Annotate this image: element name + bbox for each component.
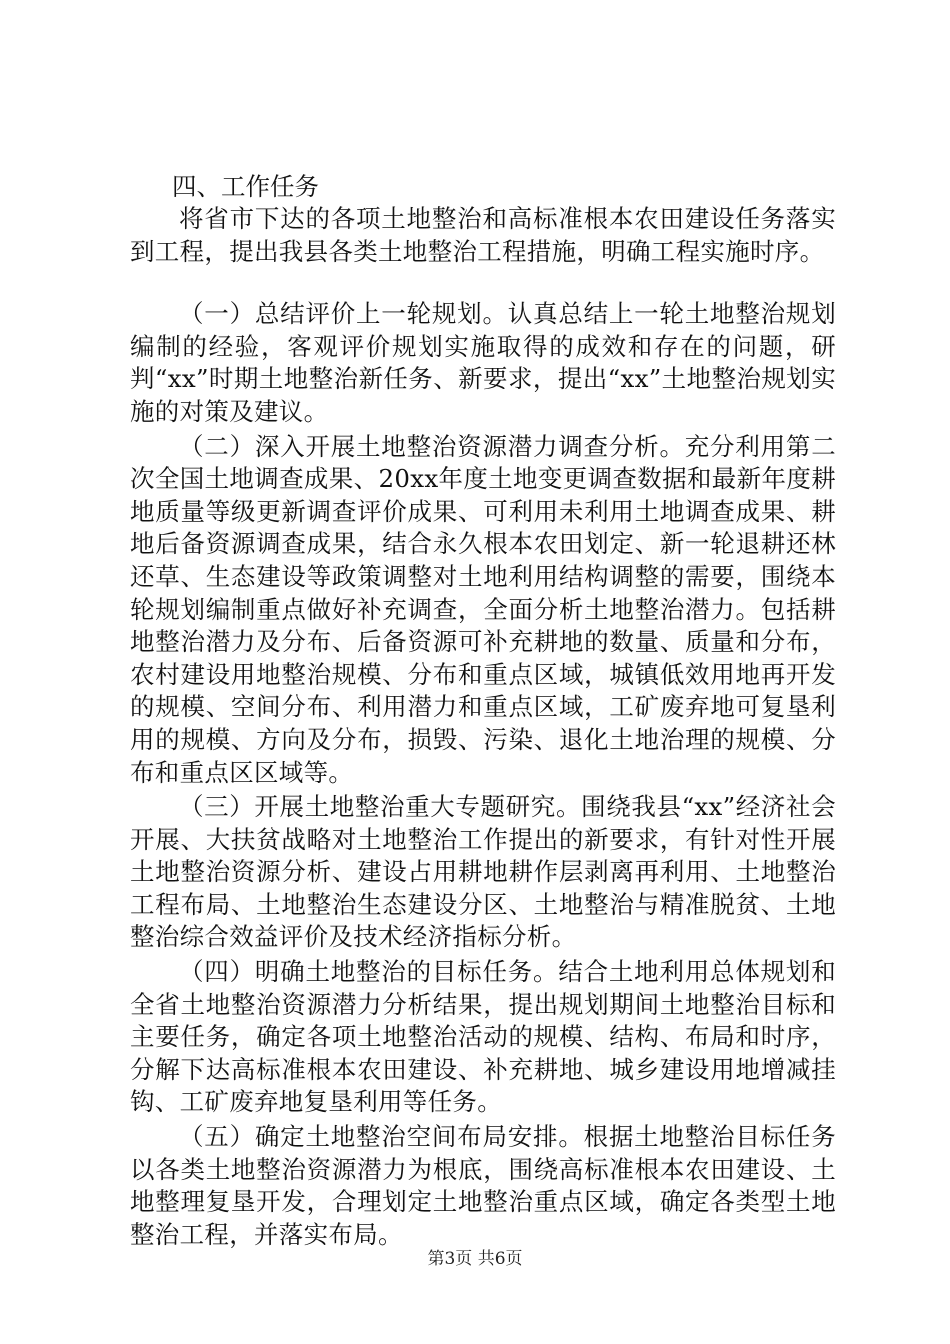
paragraph-item-1: （一）总结评价上一轮规划。认真总结上一轮土地整治规划编制的经验，客观评价规划实施取得的成效和存在的问题，研判“xx”时期土地整治新任务、新要求，提出“xx”土地整治规划实施的对策及建议。 [130,299,836,426]
paragraph-item-3: （三）开展土地整治重大专题研究。围绕我县“xx”经济社会开展、大扶贫战略对土地整治工作提出的新要求，有针对性开展土地整治资源分析、建设占用耕地耕作层剥离再利用、土地整治工程布局、土地整治生态建设分区、土地整治与精准脱贫、土地整治综合效益评价及技术经济指标分析。 [130,792,836,952]
paragraph-item-2: （二）深入开展土地整治资源潜力调查分析。充分利用第二次全国土地调查成果、20xx年度土地变更调查数据和最新年度耕地质量等级更新调查评价成果、可利用未利用土地调查成果、耕地后备资源调查成果，结合永久根本农田划定、新一轮退耕还林还草、生态建设等政策调整对土地利用结构调整的需要，围绕本轮规划编制重点做好补充调查，全面分析土地整治潜力。包括耕地整治潜力及分布、后备资源可补充耕地的数量、质量和分布，农村建设用地整治规模、分布和重点区域，城镇低效用地再开发的规模、空间分布、利用潜力和重点区域，工矿废弃地可复垦利用的规模、方向及分布，损毁、污染、退化土地治理的规模、分布和重点区区域等。 [130,431,836,787]
paragraph-item-4: （四）明确土地整治的目标任务。结合土地利用总体规划和全省土地整治资源潜力分析结果，提出规划期间土地整治目标和主要任务，确定各项土地整治活动的规模、结构、布局和时序，分解下达高标准根本农田建设、补充耕地、城乡建设用地增减挂钩、工矿废弃地复垦利用等任务。 [130,957,836,1117]
paragraph-item-5: （五）确定土地整治空间布局安排。根据土地整治目标任务以各类土地整治资源潜力为根底，围绕高标准根本农田建设、土地整理复垦开发，合理划定土地整治重点区域，确定各类型土地整治工程，并落实布局。 [130,1122,836,1249]
page-number-footer: 第3页 共6页 [427,1249,523,1269]
intro-paragraph: 将省市下达的各项土地整治和高标准根本农田建设任务落实到工程，提出我县各类土地整治工程措施，明确工程实施时序。 [130,204,836,266]
section-heading: 四、工作任务 [172,172,319,201]
document-body [130,170,836,1251]
